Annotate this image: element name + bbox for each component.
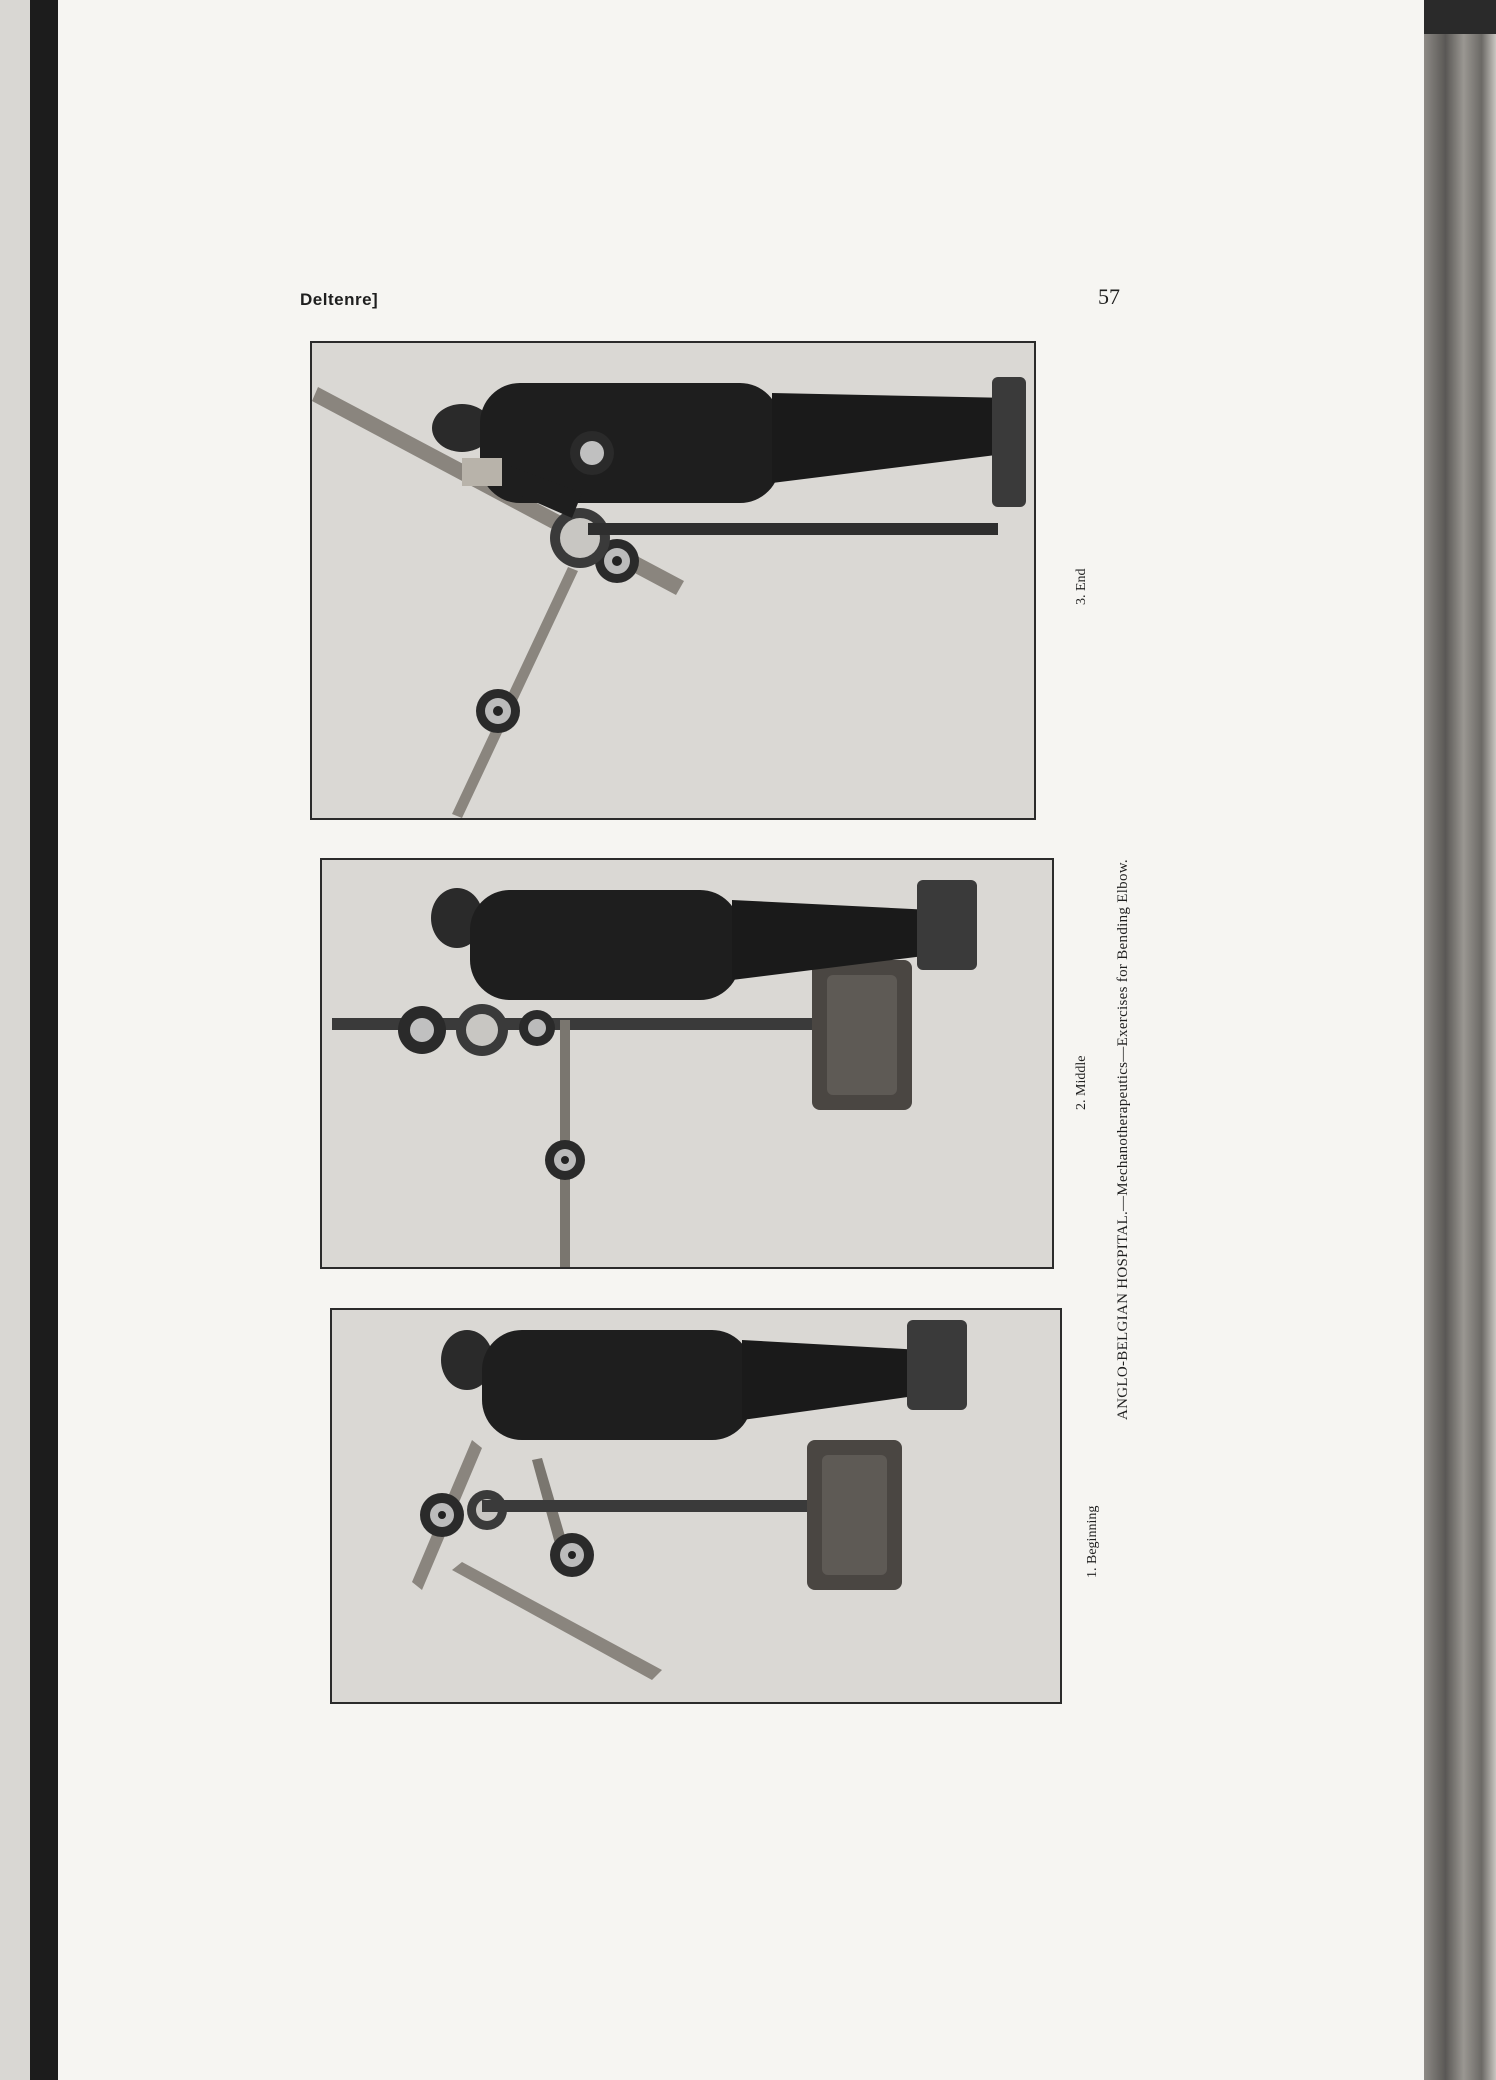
photo-plate-end	[310, 341, 1036, 820]
page-stack-edge	[1424, 0, 1496, 2080]
caption-plate-middle: 2. Middle	[1074, 1055, 1089, 1110]
running-head: Deltenre]	[300, 290, 379, 309]
figure-caption: ANGLO-BELGIAN HOSPITAL.—Mechanotherapeutics—Exercises for Bending Elbow.	[1115, 859, 1131, 1420]
page-stack-shadow	[1424, 0, 1496, 34]
adjacent-page-edge	[0, 0, 30, 2080]
photo-exercise-middle	[322, 860, 1052, 1267]
photo-exercise-end	[312, 343, 1034, 818]
page-number: 57	[1098, 284, 1120, 309]
photo-plate-beginning	[330, 1308, 1062, 1704]
caption-plate-beginning: 1. Beginning	[1085, 1505, 1100, 1578]
photo-exercise-beginning	[332, 1310, 1060, 1702]
photo-plate-middle	[320, 858, 1054, 1269]
caption-plate-end: 3. End	[1074, 568, 1089, 605]
